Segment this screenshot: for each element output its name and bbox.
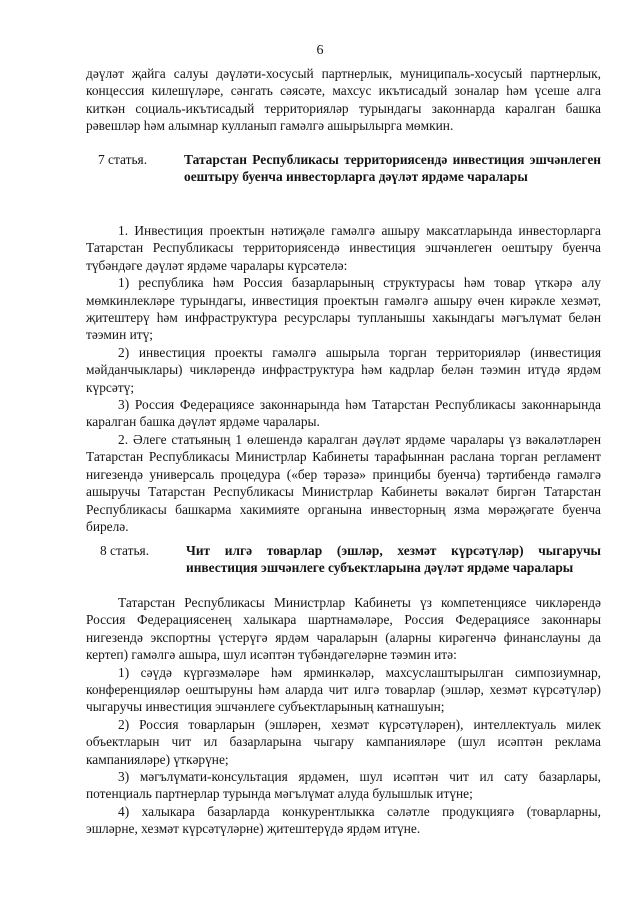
article-8-body [86, 594, 601, 838]
article-7-item-2: 2) инвестиция проекты гамәлгә ашырыла торган территорияләр (инвестиция мәйданчыклары) чикләрендә инфраструктура һәм кадрлар белән тәэмин итүдә ярдәм күрсәтү; [86, 344, 601, 395]
article-7-paragraph-2: 2. Әлеге статьяның 1 өлешендә каралган дәүләт ярдәме чаралары үз вәкаләтләрен Татарстан Республикасы Министрлар Кабинеты тарафыннан раслана торган регламент нигезендә универсаль процедура («бер тәрәзә» принцибы буенча) тәртибендә гамәлгә ашыручы Татарстан Республикасы Министрлар Кабинеты вәкаләт биргән Татарстан Республикасы башкарма хакимияте органына инвесторның язма мөрәҗәгате буенча бирелә. [86, 431, 601, 534]
article-8-heading [86, 542, 601, 577]
article-8-item-1: 1) сәүдә күргәзмәләре һәм ярминкәләр, махсуслаштырылган симпозиумнар, конференцияләр оештыруны һәм аларда чит илгә товарлар (эшләр, хезмәт күрсәтүләр) чыгаручы инвестиция эшчәнлеге субъектларының катнашуын; [86, 664, 601, 715]
article-8-item-3: 3) мәгълүмати-консультация ярдәмен, шул исәптән чит ил сату базарлары, потенциаль партнерлар турында мәгълүмат алуда булышлык итүне; [86, 769, 601, 802]
article-7-title: Татарстан Республикасы территориясендә инвестиция эшчәнлеген оештыру буенча инвесторларга дәүләт ярдәме чаралары [184, 152, 601, 185]
intro-paragraph: дәүләт җайга салуы дәүләти-хосусый партнерлык, муниципаль-хосусый партнерлык, концессия килешүләре, сәнгать сәясәте, махсус икътисадый зоналар һәм үсеше алга киткән социаль-икътисадый территорияләр турындагы законнарда каралган башка рәвешләр һәм алымнар кулланып гамәлгә ашырылырга мөмкин. [86, 66, 601, 134]
article-7-paragraph-1: 1. Инвестиция проектын нәтиҗәле гамәлгә ашыру максатларында инвесторларга Татарстан Республикасы территориясендә инвестиция эшчәнлеген оештыру буенча түбәндәге дәүләт ярдәме чаралары күрсәтелә: [86, 223, 601, 273]
article-7-item-3: 3) Россия Федерациясе законнарында һәм Татарстан Республикасы законнарында каралган башка дәүләт ярдәме чаралары. [86, 397, 601, 430]
article-8-item-4: 4) халыкара базарларда конкурентлыкка сәләтле продукциягә (товарларны, эшләрне, хезмәт күрсәтүләрне) җитештерүдә ярдәм итүне. [86, 803, 601, 837]
article-7-item-1: 1) республика һәм Россия базарларының структурасы һәм товар үткәрә алу мөмкинлекләре турындагы, инвестиция проектын гамәлгә ашыру өчен кирәкле хезмәт, җитештерү һәм инфраструктура ресурслары тупланышы хакындагы мәгълүмат белән тәэмин итү; [86, 275, 601, 343]
article-8-title: Чит илгә товарлар (эшләр, хезмәт күрсәтүләр) чыгаручы инвестиция эшчәнлеге субъектларына дәүләт ярдәме чаралары [186, 543, 601, 576]
article-8-paragraph-1: Татарстан Республикасы Министрлар Кабинеты үз компетенциясе чикләрендә Россия Федерациясенең халыкара шартнамәләре, Россия Федерациясе законнары нигезендә экспортны үстерүгә ярдәм чараларын (аларны кирәгенчә финанслауны да кертеп) гамәлгә ашыра, шул исәптән түбәндәгеләрне тәэмин итә: [86, 595, 601, 663]
article-8-item-2: 2) Россия товарларын (эшләрен, хезмәт күрсәтүләрен), интеллектуаль милек объектларын чит ил базарларына чыгару кампанияләре (шул исәптән реклама кампанияләре) үткәрүне; [86, 716, 601, 767]
article-7-number: 7 статья. [98, 152, 148, 167]
article-7-body [86, 222, 601, 535]
article-8-number: 8 статья. [100, 543, 150, 558]
page-number: 6 [316, 43, 324, 58]
article-7-heading [86, 151, 601, 186]
intro-paragraph-block [86, 65, 601, 135]
